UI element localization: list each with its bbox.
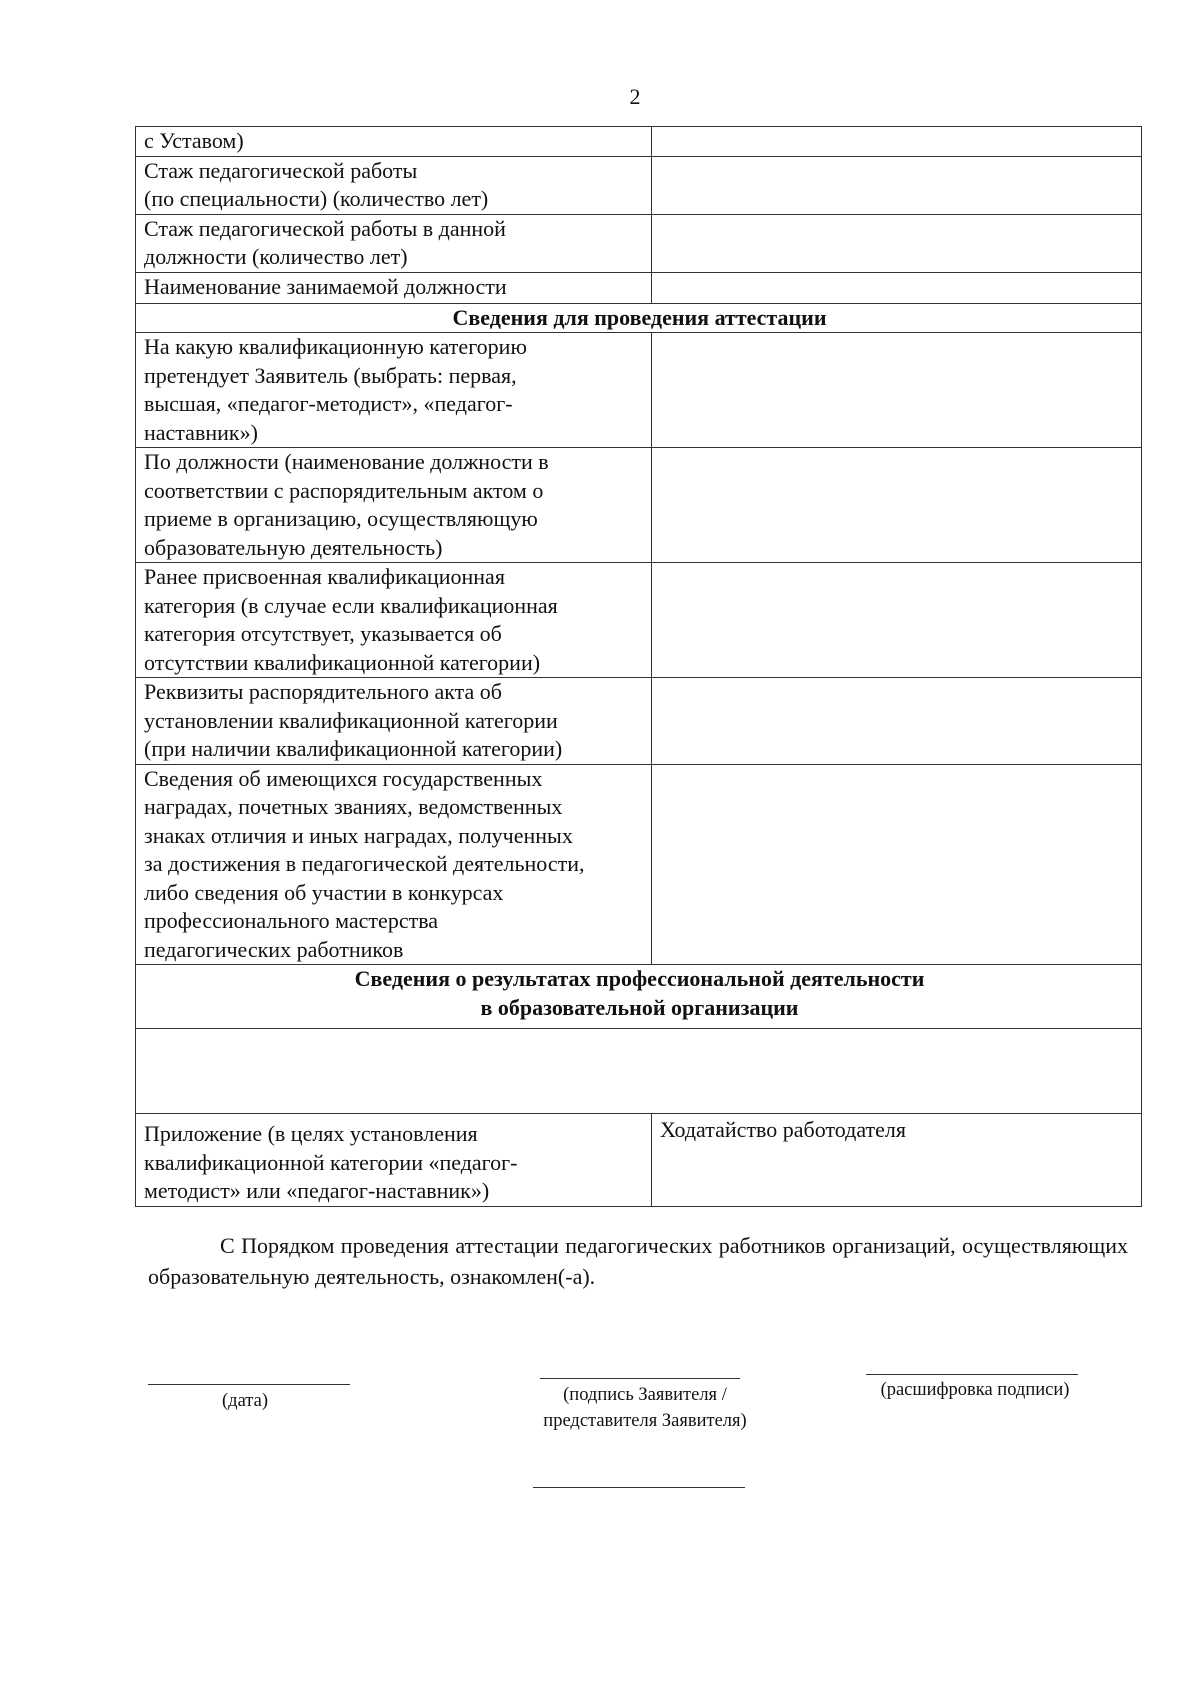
signature-label: (подпись Заявителя / представителя Заявителя)	[543, 1385, 747, 1431]
section-title: Сведения о результатах профессиональной деятельности в образовательной организации	[136, 965, 1142, 1029]
page-number: 2	[629, 84, 641, 109]
row-label: Наименование занимаемой должности	[136, 272, 652, 303]
row-label: Реквизиты распорядительного акта об установлении квалификационной категории (при наличии квалификационной категории)	[136, 678, 652, 765]
extra-signature-line[interactable]	[533, 1487, 745, 1488]
row-value-field[interactable]	[652, 333, 1142, 448]
row-value-field[interactable]	[652, 127, 1142, 157]
table-row-category	[136, 333, 1142, 448]
table-row-by-position	[136, 448, 1142, 563]
row-value-field[interactable]	[652, 563, 1142, 678]
row-value-field[interactable]	[652, 678, 1142, 765]
appendix-value: Ходатайство работодателя	[652, 1114, 1142, 1207]
date-line[interactable]	[148, 1384, 350, 1385]
table-row-appendix	[136, 1114, 1142, 1207]
table-row-results-field	[136, 1029, 1142, 1114]
table-row-act-details	[136, 678, 1142, 765]
results-field[interactable]	[136, 1029, 1142, 1114]
table-row-previous-category	[136, 563, 1142, 678]
row-value-field[interactable]	[652, 448, 1142, 563]
row-label: На какую квалификационную категорию претендует Заявитель (выбрать: первая, высшая, «педагог-методист», «педагог- наставник»)	[136, 333, 652, 448]
consent-statement: С Порядком проведения аттестации педагогических работников организаций, осуществляющих образовательную деятельность, ознакомлен(-а).	[148, 1233, 1128, 1289]
section-title: Сведения для проведения аттестации	[136, 303, 1142, 333]
signature-decoding-label: (расшифровка подписи)	[880, 1380, 1070, 1400]
row-value-field[interactable]	[652, 214, 1142, 272]
row-value-field[interactable]	[652, 272, 1142, 303]
section-header-attestation	[136, 303, 1142, 333]
signature-decoding-line[interactable]	[866, 1374, 1078, 1375]
row-label: Стаж педагогической работы в данной должности (количество лет)	[136, 214, 652, 272]
row-value-field[interactable]	[652, 764, 1142, 965]
row-label: По должности (наименование должности в соответствии с распорядительным актом о приеме в организацию, осуществляющую образовательную деятельность)	[136, 448, 652, 563]
signature-line[interactable]	[540, 1378, 740, 1379]
row-label: с Уставом)	[136, 127, 652, 157]
row-label: Сведения об имеющихся государственных наградах, почетных званиях, ведомственных знаках отличия и иных наградах, полученных за достижения в педагогической деятельности, либо сведения об участии в конкурсах профессионального мастерства педагогических работников	[136, 764, 652, 965]
row-label: Стаж педагогической работы (по специальности) (количество лет)	[136, 156, 652, 214]
table-row-position-name	[136, 272, 1142, 303]
table-row-experience-position	[136, 214, 1142, 272]
application-form-table	[135, 126, 1142, 1207]
row-value-field[interactable]	[652, 156, 1142, 214]
appendix-label: Приложение (в целях установления квалификационной категории «педагог- методист» или «педагог-наставник»)	[136, 1114, 652, 1207]
table-row-awards	[136, 764, 1142, 965]
row-label: Ранее присвоенная квалификационная категория (в случае если квалификационная категория отсутствует, указывается об отсутствии квалификационной категории)	[136, 563, 652, 678]
table-row-experience-specialty	[136, 156, 1142, 214]
date-label: (дата)	[222, 1391, 268, 1411]
section-header-results	[136, 965, 1142, 1029]
table-row-charter	[136, 127, 1142, 157]
